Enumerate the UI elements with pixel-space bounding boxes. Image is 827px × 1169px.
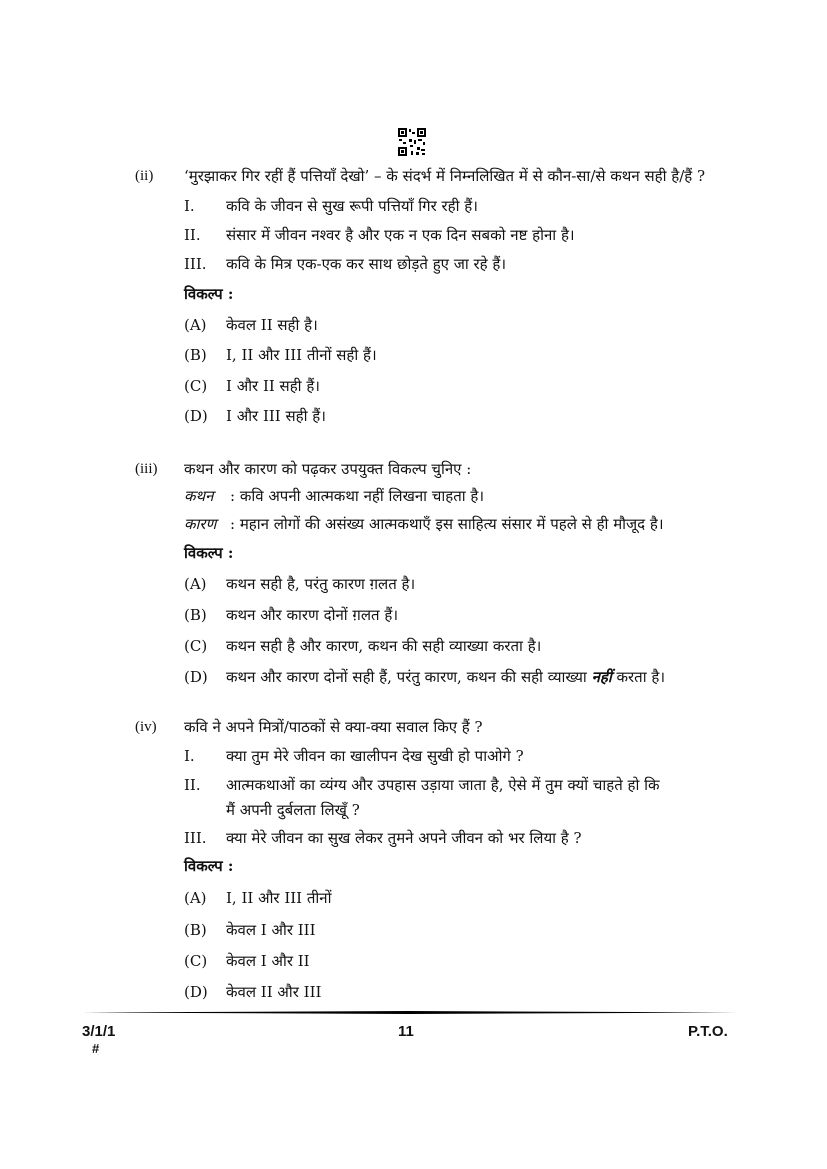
options-heading: विकल्प : bbox=[184, 857, 234, 875]
statement-text: क्या तुम मेरे जीवन का खालीपन देख सुखी हो पाओगे ? bbox=[226, 747, 524, 765]
options-heading: विकल्प : bbox=[184, 544, 234, 562]
footer-rule bbox=[82, 1011, 737, 1014]
option-text: I और III सही हैं। bbox=[226, 407, 326, 425]
question-number: (ii) bbox=[135, 168, 154, 184]
option-text: I, II और III तीनों bbox=[226, 889, 332, 907]
option-label: (B) bbox=[184, 346, 207, 364]
reason-label: कारण bbox=[184, 515, 217, 533]
option-label: (C) bbox=[184, 377, 208, 395]
assertion-text: : कवि अपनी आत्मकथा नहीं लिखना चाहता है। bbox=[230, 487, 485, 505]
option-label: (A) bbox=[184, 575, 207, 593]
option-label: (D) bbox=[184, 407, 208, 425]
statement-roman: II. bbox=[184, 226, 201, 244]
statement-roman: III. bbox=[184, 829, 207, 847]
pto-label: P.T.O. bbox=[688, 1023, 728, 1040]
question-stem: कवि ने अपने मित्रों/पाठकों से क्या-क्या सवाल किए हैं ? bbox=[184, 718, 483, 736]
option-label: (C) bbox=[184, 637, 208, 655]
question-stem: कथन और कारण को पढ़कर उपयुक्त विकल्प चुनिए : bbox=[184, 460, 472, 478]
option-text-part: कथन और कारण दोनों सही हैं, परंतु कारण, कथन की सही व्याख्या bbox=[226, 668, 592, 686]
option-label: (C) bbox=[184, 952, 208, 970]
reason-text: : महान लोगों की असंख्य आत्मकथाएँ इस साहित्य संसार में पहले से ही मौजूद है। bbox=[230, 515, 664, 533]
option-text: केवल II सही है। bbox=[226, 316, 318, 334]
question-stem: ‘मुरझाकर गिर रहीं हैं पत्तियाँ देखो’ – के संदर्भ में निम्नलिखित में से कौन-सा/से कथन सही है/हैं ? bbox=[184, 167, 706, 185]
statement-roman: III. bbox=[184, 255, 207, 273]
statement-text: संसार में जीवन नश्वर है और एक न एक दिन सबको नष्ट होना है। bbox=[226, 226, 575, 244]
paper-code: 3/1/1 bbox=[82, 1023, 116, 1040]
option-text: केवल II और III bbox=[226, 983, 322, 1001]
qr-code bbox=[397, 127, 427, 157]
option-label: (A) bbox=[184, 889, 207, 907]
option-text: I और II सही हैं। bbox=[226, 377, 320, 395]
statement-text: आत्मकथाओं का व्यंग्य और उपहास उड़ाया जाता है, ऐसे में तुम क्यों चाहते हो कि bbox=[226, 776, 660, 794]
options-heading: विकल्प : bbox=[184, 285, 234, 303]
option-label: (B) bbox=[184, 606, 207, 624]
question-number: (iv) bbox=[135, 719, 157, 735]
option-text-emphasis: नहीं bbox=[591, 668, 612, 686]
assertion-label: कथन bbox=[184, 487, 214, 505]
option-text: कथन सही है, परंतु कारण ग़लत है। bbox=[226, 575, 416, 593]
option-text: कथन सही है और कारण, कथन की सही व्याख्या करता है। bbox=[226, 637, 542, 655]
option-text: I, II और III तीनों सही हैं। bbox=[226, 346, 377, 364]
page-number: 11 bbox=[398, 1023, 414, 1040]
option-text-part: करता है। bbox=[611, 668, 666, 686]
statement-roman: I. bbox=[184, 197, 195, 215]
statement-text: क्या मेरे जीवन का सुख लेकर तुमने अपने जीवन को भर लिया है ? bbox=[226, 829, 582, 847]
statement-text: कवि के मित्र एक-एक कर साथ छोड़ते हुए जा रहे हैं। bbox=[226, 255, 507, 273]
statement-text: कवि के जीवन से सुख रूपी पत्तियाँ गिर रही हैं। bbox=[226, 197, 478, 215]
question-number: (iii) bbox=[135, 461, 158, 477]
option-text: कथन और कारण दोनों ग़लत हैं। bbox=[226, 606, 399, 624]
statement-roman: II. bbox=[184, 776, 201, 794]
statement-text-continued: मैं अपनी दुर्बलता लिखूँ ? bbox=[226, 801, 360, 819]
option-text: केवल I और II bbox=[226, 952, 310, 970]
option-label: (B) bbox=[184, 921, 207, 939]
hash-mark: # bbox=[92, 1041, 100, 1056]
option-label: (D) bbox=[184, 983, 208, 1001]
option-label: (D) bbox=[184, 668, 208, 686]
statement-roman: I. bbox=[184, 747, 195, 765]
option-label: (A) bbox=[184, 316, 207, 334]
option-text: केवल I और III bbox=[226, 921, 316, 939]
option-text bbox=[226, 667, 665, 687]
